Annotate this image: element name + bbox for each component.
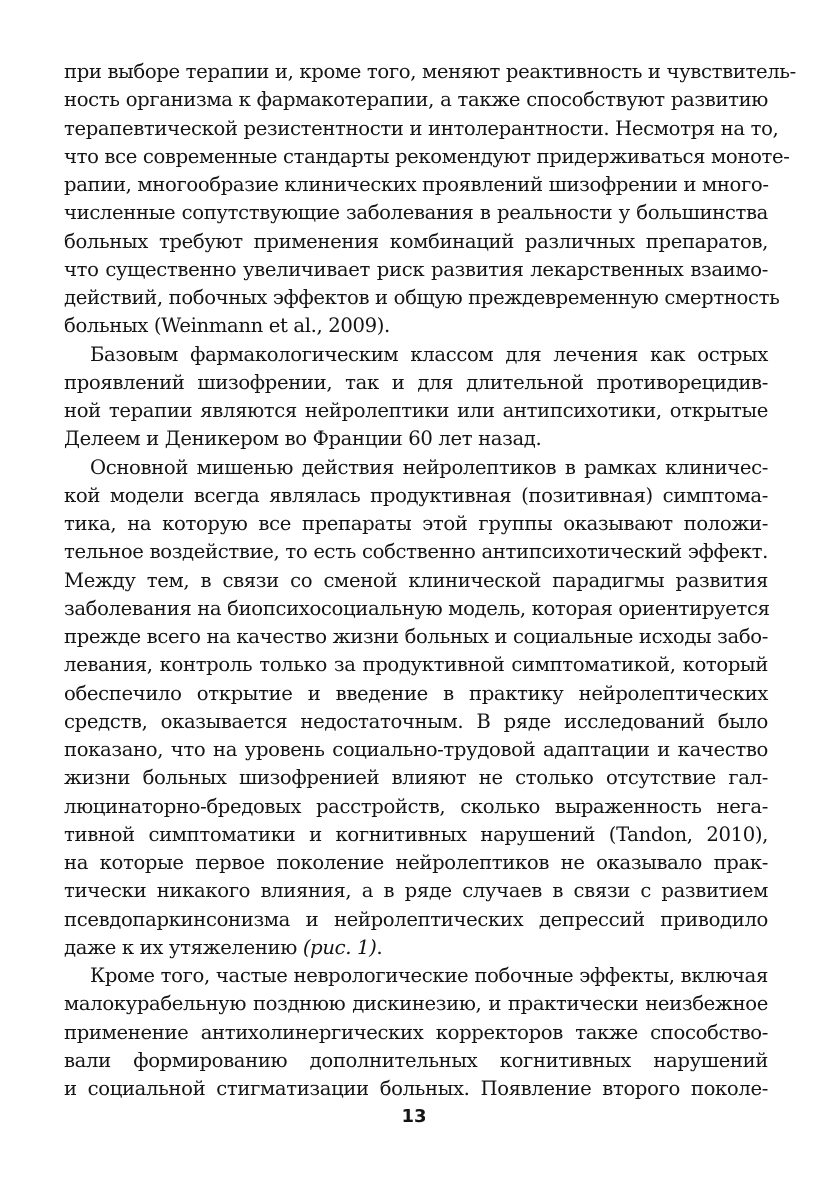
- paragraph-4: [64, 962, 768, 1103]
- figure-reference: (рис. 1): [302, 935, 377, 959]
- text-line: тика, на которую все препараты этой группы оказывают положи-: [64, 512, 768, 535]
- page-number: 13: [401, 1106, 427, 1127]
- text-line: Между тем, в связи со сменой клинической парадигмы развития: [64, 568, 768, 592]
- text-line: что существенно увеличивает риск развития лекарственных взаимо-: [64, 257, 768, 281]
- text-line: псевдопаркинсонизма и нейролептических депрессий приводило: [64, 907, 768, 931]
- text-line: что все современные стандарты рекомендуют придерживаться моноте-: [64, 144, 790, 168]
- paragraph-3: [64, 454, 768, 963]
- text-line: Основной мишенью действия нейролептиков в рамках клиничес-: [90, 455, 768, 479]
- text-line: обеспечило открытие и введение в практику нейролептических: [64, 681, 768, 705]
- text-fragment: .: [376, 935, 383, 959]
- text-line: Делеем и Деникером во Франции 60 лет назад.: [64, 427, 542, 451]
- text-fragment: даже к их утяжелению: [64, 935, 303, 959]
- text-line: заболевания на биопсихосоциальную модель, которая ориентируется: [64, 596, 770, 620]
- text-line: на которые первое поколение нейролептиков не оказывало прак-: [64, 851, 768, 874]
- text-line: тивной симптоматики и когнитивных нарушений (Tandon, 2010),: [64, 822, 768, 846]
- text-line: малокурабельную позднюю дискинезию, и практически неизбежное: [64, 992, 768, 1016]
- text-line: тически никакого влияния, а в ряде случаев в связи с развитием: [64, 879, 768, 903]
- text-line: люцинаторно-бредовых расстройств, сколько выраженность нега-: [64, 794, 768, 818]
- text-line: рапии, многообразие клинических проявлений шизофрении и много-: [64, 173, 769, 196]
- text-line: вали формированию дополнительных когнитивных нарушений: [64, 1048, 768, 1072]
- text-line: больных требуют применения комбинаций различных препаратов,: [64, 229, 768, 253]
- text-line: при выборе терапии и, кроме того, меняют реактивность и чувствитель-: [64, 60, 796, 83]
- text-line: проявлений шизофрении, так и для длительной противорецидив-: [64, 370, 768, 394]
- text-line: показано, что на уровень социально-трудовой адаптации и качество: [64, 738, 768, 761]
- paragraph-1: [64, 58, 796, 341]
- text-line: жизни больных шизофренией влияют не столько отсутствие гал-: [64, 766, 768, 790]
- text-line: и социальной стигматизации больных. Появление второго поколе-: [64, 1077, 768, 1100]
- body-text: [64, 58, 796, 1103]
- text-line: средств, оказывается недостаточным. В ряде исследований было: [64, 709, 768, 733]
- text-line: применение антихолинергических корректоров также способство-: [64, 1020, 768, 1044]
- text-line: действий, побочных эффектов и общую преждевременную смертность: [64, 286, 780, 309]
- text-line: Кроме того, частые неврологические побочные эффекты, включая: [90, 964, 768, 987]
- text-line: ной терапии являются нейролептики или антипсихотики, открытые: [64, 399, 768, 422]
- text-line: кой модели всегда являлась продуктивная (позитивная) симптома-: [64, 483, 768, 507]
- text-line: ность организма к фармакотерапии, а также способствуют развитию: [64, 88, 768, 112]
- text-line: Базовым фармакологическим классом для лечения как острых: [90, 342, 768, 366]
- text-line: больных (Weinmann et al., 2009).: [64, 314, 390, 338]
- paragraph-2: [64, 341, 768, 454]
- text-line: терапевтической резистентности и интолерантности. Несмотря на то,: [64, 116, 779, 140]
- text-line: тельное воздействие, то есть собственно антипсихотический эффект.: [64, 540, 768, 564]
- text-line: левания, контроль только за продуктивной симптоматикой, который: [64, 653, 768, 677]
- text-line: прежде всего на качество жизни больных и социальные исходы забо-: [64, 625, 769, 648]
- text-line: [64, 934, 768, 962]
- text-line: численные сопутствующие заболевания в реальности у большинства: [64, 201, 768, 225]
